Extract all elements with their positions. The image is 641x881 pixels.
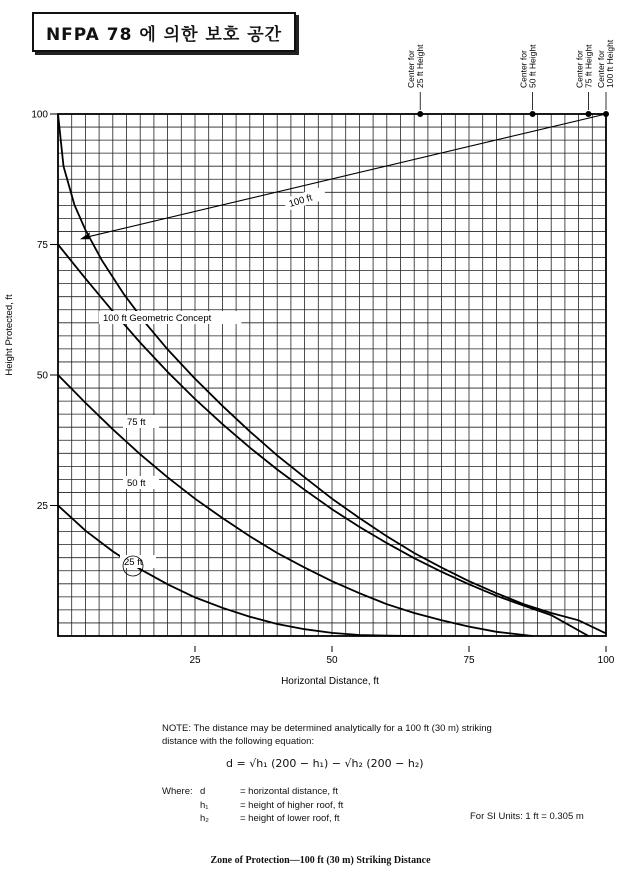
center-point-4 — [603, 111, 609, 117]
center-point-3 — [585, 111, 591, 117]
def-h1-symbol: h₁ — [200, 799, 209, 811]
distance-equation: d = √h₁ (200 − h₁) − √h₂ (200 − h₂) — [226, 757, 424, 770]
curve-label-75ft — [123, 415, 159, 428]
radius-arrowhead — [80, 232, 90, 239]
variable-definitions — [162, 785, 343, 826]
where-label: Where: — [162, 786, 193, 797]
arc-label-100ft-text: 100 ft — [287, 192, 314, 210]
y-tick-label: 25 — [36, 501, 48, 512]
note-block — [162, 722, 622, 748]
geometric-concept-label — [99, 311, 241, 324]
center-label-line-1: Center for — [406, 50, 417, 88]
x-tick-label: 25 — [189, 655, 201, 666]
figure-caption: Zone of Protection—100 ft (30 m) Striking Distance — [210, 855, 431, 866]
x-tick-label: 100 — [597, 655, 615, 666]
center-label-line-1: Center for — [518, 50, 529, 88]
x-tick-label: 75 — [463, 655, 475, 666]
y-tick-label: 100 — [31, 109, 48, 121]
center-label-1 — [406, 44, 425, 88]
curve-label-50ft — [123, 476, 159, 489]
center-point-1 — [417, 111, 423, 117]
x-tick-label: 50 — [326, 655, 338, 666]
center-label-4 — [596, 39, 615, 88]
x-axis-label: Horizontal Distance, ft — [281, 676, 379, 687]
y-axis-label: Height Protected, ft — [4, 294, 15, 376]
center-label-line-2: 25 ft Height — [415, 44, 426, 88]
def-d-text: = horizontal distance, ft — [240, 786, 338, 797]
page-title: NFPA 78 에 의한 보호 공간 — [32, 12, 296, 52]
y-tick-label: 75 — [36, 240, 48, 251]
center-label-line-2: 100 ft Height — [605, 39, 615, 88]
note-line-2: distance with the following equation: — [162, 736, 315, 747]
center-label-line-2: 75 ft Height — [583, 44, 594, 88]
curve-label-25ft-text: 25 ft — [124, 557, 143, 568]
def-h2-symbol: h₂ — [200, 813, 209, 824]
center-label-line-1: Center for — [574, 50, 585, 88]
curve-label-50ft-text: 50 ft — [127, 478, 146, 489]
def-h1-text: = height of higher roof, ft — [240, 799, 344, 811]
center-label-line-2: 50 ft Height — [527, 44, 538, 88]
arc-label-100ft — [283, 186, 327, 211]
center-label-2 — [519, 44, 538, 88]
si-units-note: For SI Units: 1 ft = 0.305 m — [470, 811, 584, 822]
center-label-3 — [574, 44, 593, 88]
center-label-line-1: Center for — [596, 50, 606, 88]
center-point-2 — [530, 111, 536, 117]
curve-label-75ft-text: 75 ft — [127, 417, 146, 428]
def-h2-text: = height of lower roof, ft — [240, 813, 340, 824]
chart-curves — [58, 92, 609, 636]
geometric-concept-label-text: 100 ft Geometric Concept — [103, 313, 212, 324]
note-line-1: NOTE: The distance may be determined analytically for a 100 ft (30 m) striking — [162, 723, 492, 734]
y-tick-label: 50 — [36, 370, 48, 382]
def-d-symbol: d — [200, 786, 206, 797]
